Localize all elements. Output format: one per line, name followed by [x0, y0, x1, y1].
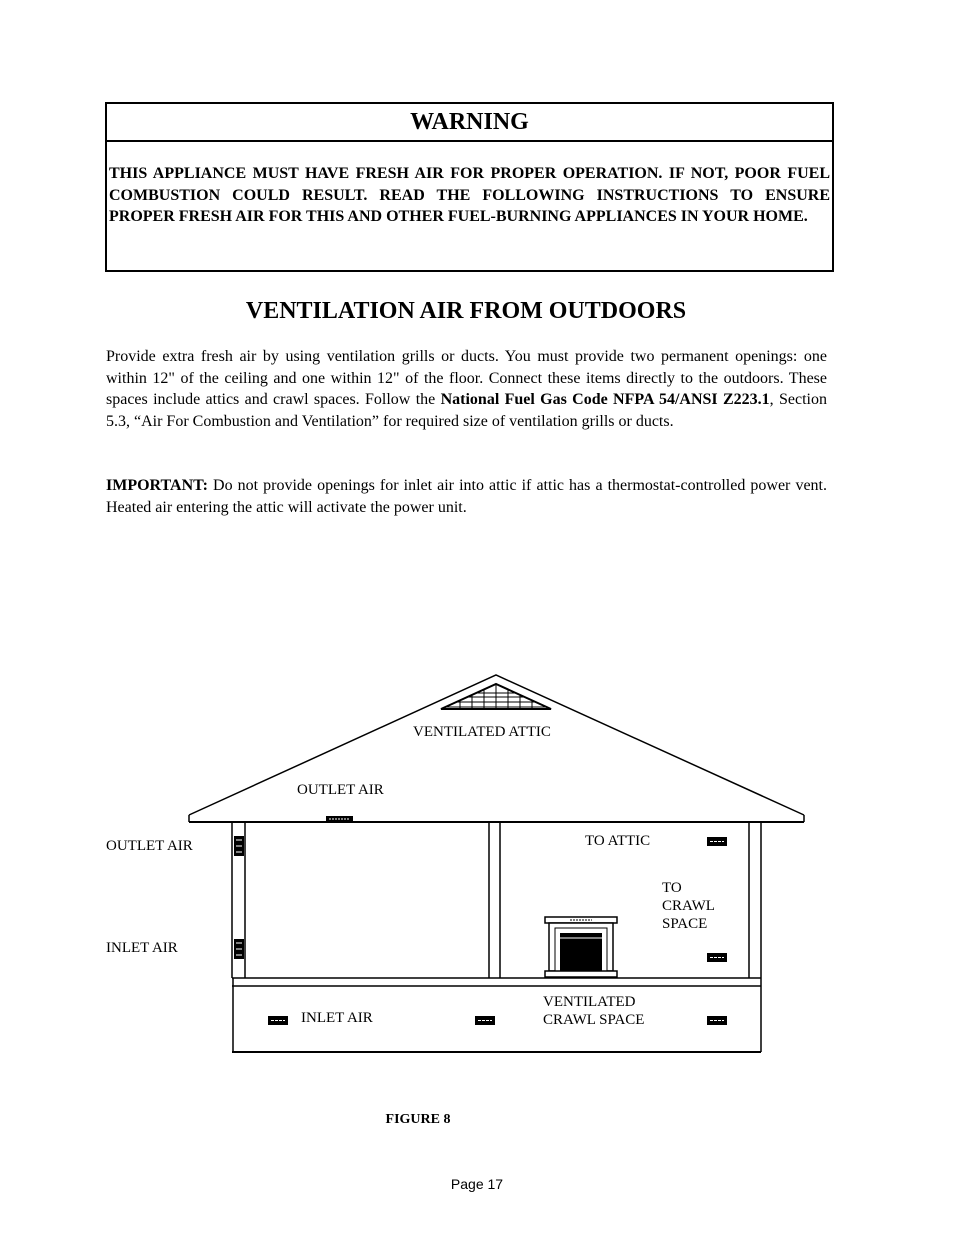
- ventilation-paragraph: [106, 346, 827, 432]
- crawl-inlet-grill-left-icon: [268, 1016, 288, 1025]
- wall-inlet-grill-icon: [234, 939, 244, 959]
- label-to-attic: TO ATTIC: [585, 833, 651, 849]
- to-attic-grill-icon: [707, 837, 727, 846]
- para1-text-b: , Section 5.3, “Air For Combustion and Ventilation” for required size of ventilation grills or ducts.: [106, 391, 827, 430]
- label-inlet-air-crawl: INLET AIR: [301, 1010, 373, 1026]
- label-inlet-air-wall: INLET AIR: [106, 940, 178, 956]
- fireplace-icon: [545, 917, 617, 977]
- important-paragraph: [106, 475, 827, 518]
- label-ventilated-attic: VENTILATED ATTIC: [413, 724, 551, 740]
- code-reference: National Fuel Gas Code NFPA 54/ANSI Z223.1: [440, 391, 770, 409]
- label-outlet-air-wall: OUTLET AIR: [106, 838, 193, 854]
- warning-title: WARNING: [107, 104, 832, 142]
- para1-text-a: Provide extra fresh air by using ventilation grills or ducts. You must provide two permanent openings: one within 12" of the ceiling and one within 12" of the floor. Connect these items directly to the outdoors. These spaces include attics and crawl spaces. Follow the: [106, 348, 827, 409]
- gable-vent-icon: [441, 684, 551, 709]
- crawl-inlet-grill-middle-icon: [475, 1016, 495, 1025]
- label-ventilated-crawl-space: VENTILATED CRAWL SPACE: [543, 994, 645, 1028]
- label-to-crawl-space: TO CRAWL SPACE: [662, 880, 715, 932]
- crawl-inlet-grill-right-icon: [707, 1016, 727, 1025]
- ceiling-outlet-grill-icon: [326, 816, 353, 822]
- warning-text: THIS APPLIANCE MUST HAVE FRESH AIR FOR PROPER OPERATION. IF NOT, POOR FUEL COMBUSTION COULD RESULT. READ THE FOLLOWING INSTRUCTIONS TO ENSURE PROPER FRESH AIR FOR THIS AND OTHER FUEL-BURNING APPLIANCES IN YOUR HOME.: [109, 165, 830, 225]
- important-text: Do not provide openings for inlet air into attic if attic has a thermostat-controlled power vent. Heated air entering the attic will activate the power unit.: [106, 477, 827, 516]
- to-crawl-space-grill-icon: [707, 953, 727, 962]
- figure-caption: FIGURE 8: [385, 1112, 451, 1127]
- wall-outlet-grill-icon: [234, 836, 244, 856]
- page-number: Page 17: [450, 1176, 504, 1192]
- important-label: IMPORTANT:: [106, 477, 208, 494]
- warning-box: [105, 102, 834, 272]
- label-outlet-air-roof: OUTLET AIR: [297, 782, 384, 798]
- section-title: VENTILATION AIR FROM OUTDOORS: [245, 298, 687, 324]
